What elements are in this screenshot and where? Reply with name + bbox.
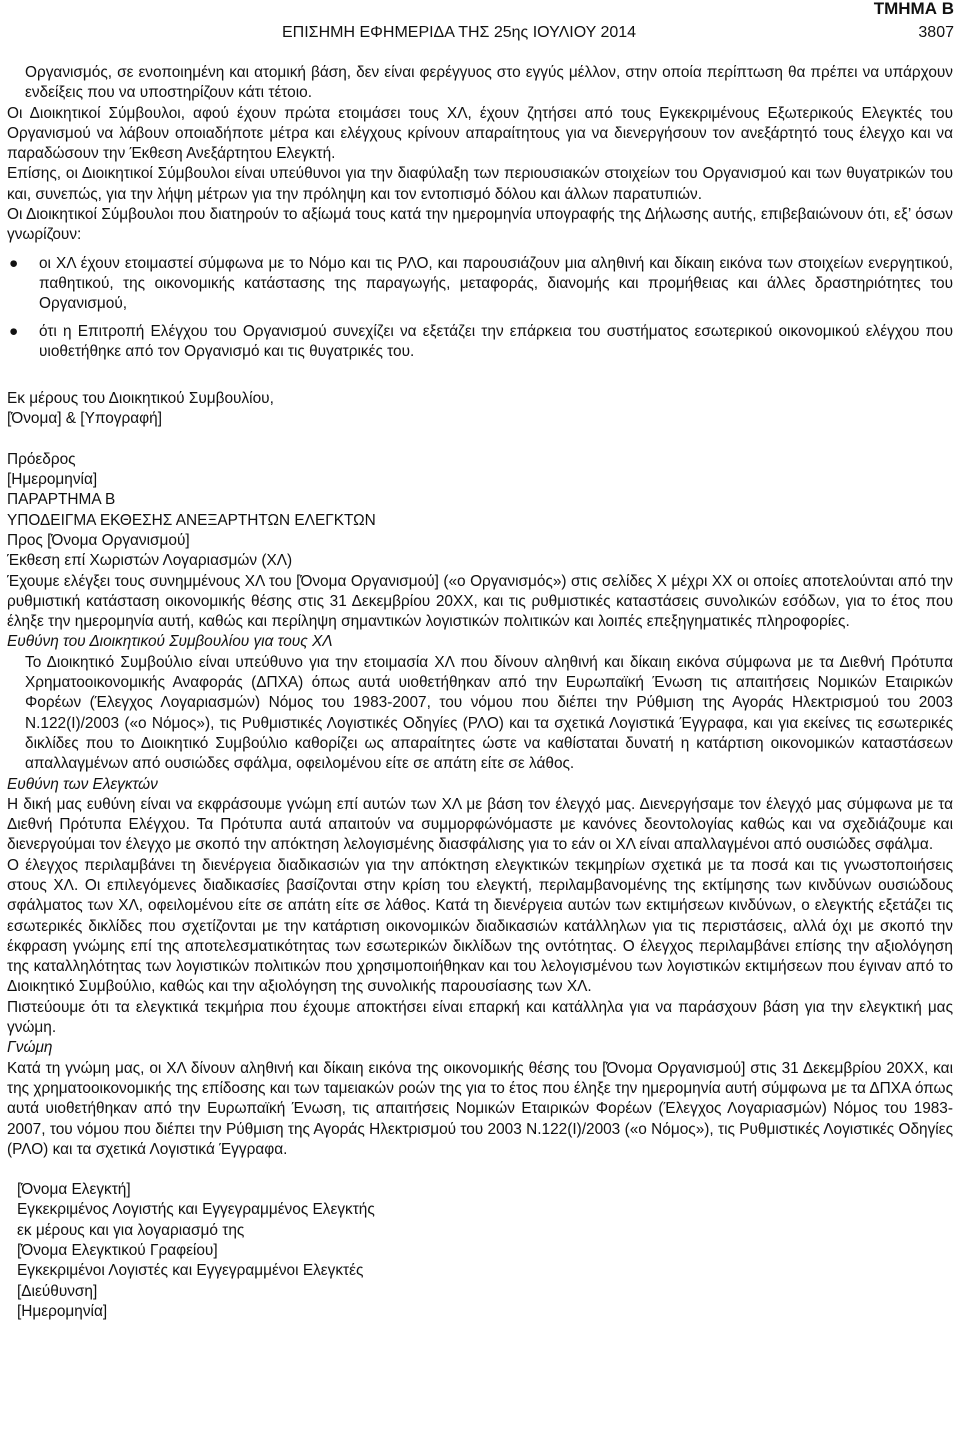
list-item-text: οι ΧΛ έχουν ετοιμαστεί σύμφωνα με το Νόμο και τις ΡΛΟ, και παρουσιάζουν μια αληθινή και δίκαιη εικόνα των στοιχείων ενεργητικού, παθητικού, της οικονομικής κατάστασης της παραγωγής, μεταφοράς, διανομής και προμήθειας και άλλες δραστηριότητες του Οργανισμού, (39, 254, 953, 313)
section-label: ΤΜΗΜΑ Β (873, 0, 954, 18)
document-body (7, 63, 953, 1322)
firm-title: Εγκεκριμένοι Λογιστές και Εγγεγραμμένοι Ελεγκτές (17, 1262, 364, 1280)
list-item-text: ότι η Επιτροπή Ελέγχου του Οργανισμού συνεχίζει να εξετάζει την επάρκεια του συστήματος εσωτερικού οικονομικού ελέγχου που υιοθετήθηκε από τον Οργανισμό και τις θυγατρικές του. (39, 322, 953, 360)
report-title: Έκθεση επί Χωριστών Λογαριασμών (ΧΛ) (7, 552, 293, 570)
bullet-icon: ● (9, 254, 19, 272)
paragraph-opinion: Κατά τη γνώμη μας, οι ΧΛ δίνουν αληθινή και δίκαιη εικόνα της οικονομικής θέσης του [Όνομα Οργανισμού] στις 31 Δεκεμβρίου 20ΧΧ, και της χρηματοοικονομικής της επίδοσης και των ταμειακών ροών της για το έτος που έληξε την ημερομηνία αυτή σύμφωνα με τα ΔΠΧΑ όπως αυτά υιοθετήθηκαν από την Ευρωπαϊκή Ένωση, τις απαιτήσεις Νομικών Εταιρικών Φορέων (Έλεγχος Λογαριασμών) Νόμος του 1983-2007, του νόμου που διέπει την Ρύθμιση της Αγοράς Ηλεκτρισμού του 2003 Ν.122(Ι)/2003 («ο Νόμος»), τις Ρυθμιστικές Λογιστικές Οδηγίες (ΡΛΟ) και τα σχετικά Λογιστικά Έγγραφα. (7, 1059, 953, 1158)
signature-date: [Ημερομηνία] (17, 1302, 108, 1320)
list-item (7, 322, 953, 363)
gazette-title: ΕΠΙΣΗΜΗ ΕΦΗΜΕΡΙΔΑ ΤΗΣ 25ης ΙΟΥΛΙΟΥ 2014 (282, 24, 637, 41)
addressee: Προς [Όνομα Οργανισμού] (7, 531, 190, 549)
auditor-name: [Όνομα Ελεγκτή] (17, 1181, 131, 1199)
chair-title: Πρόεδρος (7, 450, 76, 468)
paragraph-audit-procedures: Ο έλεγχος περιλαμβάνει τη διενέργεια διαδικασιών για την απόκτηση ελεγκτικών τεκμηρίων σχετικά με τα ποσά και τις γνωστοποιήσεις στους ΧΛ. Οι επιλεγόμενες διαδικασίες βασίζονται στην κρίση του ελεγκτή, περιλαμβανομένης της εκτίμησης των κινδύνων ουσιώδους σφάλματος των ΧΛ, οφειλομένου είτε σε απάτη είτε σε λάθος. Κατά τη διενέργεια αυτών των εκτιμήσεων κινδύνων, ο ελεγκτής εξετάζει τις εσωτερικές δικλίδες που σχετίζονται με την κατάρτιση οικονομικών διαδικασιών κατάλληλων για τις περιστάσεις, αλλά όχι με σκοπό την έκφραση γνώμης επί της αποτελεσματικότητας των εσωτερικών δικλίδων της οντότητας. Ο έλεγχος περιλαμβάνει επίσης την αξιολόγηση της καταλληλότητας των λογιστικών πολιτικών που χρησιμοποιήθηκαν και του λελογισμένου των λογιστικών εκτιμήσεων που έγιναν από το Διοικητικό Συμβούλιο, καθώς και την αξιολόγηση της συνολικής παρουσίασης των ΧΛ. (7, 856, 953, 996)
paragraph-scope: Έχουμε ελέγξει τους συνημμένους ΧΛ του [Όνομα Οργανισμού] («ο Οργανισμός») στις σελίδες Χ μέχρι ΧΧ οι οποίες αποτελούνται από την ρυθμιστική κατάσταση οικονομικής θέσης στις 31 Δεκεμβρίου 20ΧΧ, και τις ρυθμιστικές καταστάσεις συνολικών εσόδων, για το έτος που έληξε την ημερομηνία αυτή, καθώς και περίληψη σημαντικών λογιστικών πολιτικών και λοιπές επεξηγηματικές πληροφορίες. (7, 572, 953, 631)
date-placeholder: [Ημερομηνία] (7, 471, 98, 489)
annex-title: ΥΠΟΔΕΙΓΜΑ ΕΚΘΕΣΗΣ ΑΝΕΞΑΡΤΗΤΩΝ ΕΛΕΓΚΤΩΝ (7, 511, 376, 529)
bullet-icon: ● (9, 322, 19, 340)
paragraph-auditor-responsibility: Η δική μας ευθύνη είναι να εκφράσουμε γνώμη επί αυτών των ΧΛ με βάση τον έλεγχό μας. Διενεργήσαμε τον έλεγχό μας σύμφωνα με τα Διεθνή Πρότυπα Ελέγχου. Τα Πρότυπα αυτά απαιτούν να συμμορφώνόμαστε με κανόνες δεοντολογίας καθώς και να σχεδιάζουμε και διενεργούμαι τον έλεγχο με σκοπό την απόκτηση λελογισμένης διασφάλισης για το εάν οι ΧΛ είναι απαλλαγμένοι από ουσιώδες σφάλμα. (7, 795, 953, 854)
signoff-name: [Όνομα] & [Υπογραφή] (7, 410, 162, 428)
firm-name: [Όνομα Ελεγκτικού Γραφείου] (17, 1242, 218, 1260)
confirmation-list (7, 254, 953, 362)
auditor-title: Εγκεκριμένος Λογιστής και Εγγεγραμμένος Ελεγκτής (17, 1201, 375, 1219)
heading-opinion: Γνώμη (7, 1039, 53, 1057)
firm-address: [Διεύθυνση] (17, 1282, 98, 1300)
paragraph-board-responsibility: Το Διοικητικό Συμβούλιο είναι υπεύθυνο για την ετοιμασία ΧΛ που δίνουν αληθινή και δίκαιη εικόνα σύμφωνα με τα Διεθνή Πρότυπα Χρηματοοικονομικής Αναφοράς (ΔΠΧΑ) όπως αυτά υιοθετήθηκαν από την Ευρωπαϊκή Ένωση τις απαιτήσεις Νομικών Εταιρικών Φορέων (Έλεγχος Λογαριασμών) Νόμος του 1983-2007, του νόμου που διέπει την Ρύθμιση της Αγοράς Ηλεκτρισμού του 2003 Ν.122(Ι)/2003 («ο Νόμος»), τις Ρυθμιστικές Λογιστικές Οδηγίες (ΡΛΟ) και τα σχετικά Λογιστικά Έγγραφα, και για εκείνες τις εσωτερικές δικλίδες που το Διοικητικό Συμβούλιο καθορίζει ως απαραίτητες ώστε να καθίσταται δυνατή η κατάρτιση οικονομικών καταστάσεων απαλλαγμένων από ουσιώδες σφάλμα, οφειλομένου είτε σε απάτη είτε σε λάθος. (25, 653, 953, 773)
paragraph-directors-confirm: Οι Διοικητικοί Σύμβουλοι που διατηρούν το αξίωμά τους κατά την ημερομηνία υπογραφής της Δήλωσης αυτής, επιβεβαιώνουν ότι, εξ’ όσων γνωρίζουν: (7, 206, 953, 244)
heading-board-responsibility: Ευθύνη του Διοικητικού Συμβουλίου για τους ΧΛ (7, 633, 333, 651)
auditor-signature-block (7, 1180, 953, 1322)
paragraph-auditors-request: Οι Διοικητικοί Σύμβουλοι, αφού έχουν πρώτα ετοιμάσει τους ΧΛ, έχουν ζητήσει από τους Εγκεκριμένους Εξωτερικούς Ελεγκτές του Οργανισμού να λάβουν οποιαδήποτε μέτρα και ελέγχους κρίνουν απαραίτητους για να διενεργήσουν τον ανεξάρτητό τους έλεγχο και να παραδώσουν την Έκθεση Ανεξάρτητου Ελεγκτή. (7, 104, 953, 163)
page-number: 3807 (918, 24, 954, 41)
list-item (7, 254, 953, 315)
paragraph-audit-evidence: Πιστεύουμε ότι τα ελεγκτικά τεκμήρια που έχουμε αποκτήσει είναι επαρκή και κατάλληλα για να παράσχουν βάση για την ελεγκτική μας γνώμη. (7, 998, 953, 1037)
on-behalf-line: εκ μέρους και για λογαριασμό της (17, 1221, 245, 1239)
signoff-line: Εκ μέρους του Διοικητικού Συμβουλίου, (7, 390, 274, 408)
annex-label: ΠΑΡΑΡΤΗΜΑ Β (7, 491, 116, 509)
paragraph-continuation: Οργανισμός, σε ενοποιημένη και ατομική βάση, δεν είναι φερέγγυος στο εγγύς μέλλον, στην οποία περίπτωση θα πρέπει να υπάρχουν ενδείξεις που να υποστηρίζουν κάτι τέτοιο. (25, 64, 953, 102)
paragraph-safeguarding: Επίσης, οι Διοικητικοί Σύμβουλοι είναι υπεύθυνοι για την διαφύλαξη των περιουσιακών στοιχείων του Οργανισμού και των θυγατρικών του και, συνεπώς, για την λήψη μέτρων για την πρόληψη και τον εντοπισμό δόλου και άλλων παρατυπιών. (7, 165, 953, 203)
heading-auditor-responsibility: Ευθύνη των Ελεγκτών (7, 775, 158, 793)
